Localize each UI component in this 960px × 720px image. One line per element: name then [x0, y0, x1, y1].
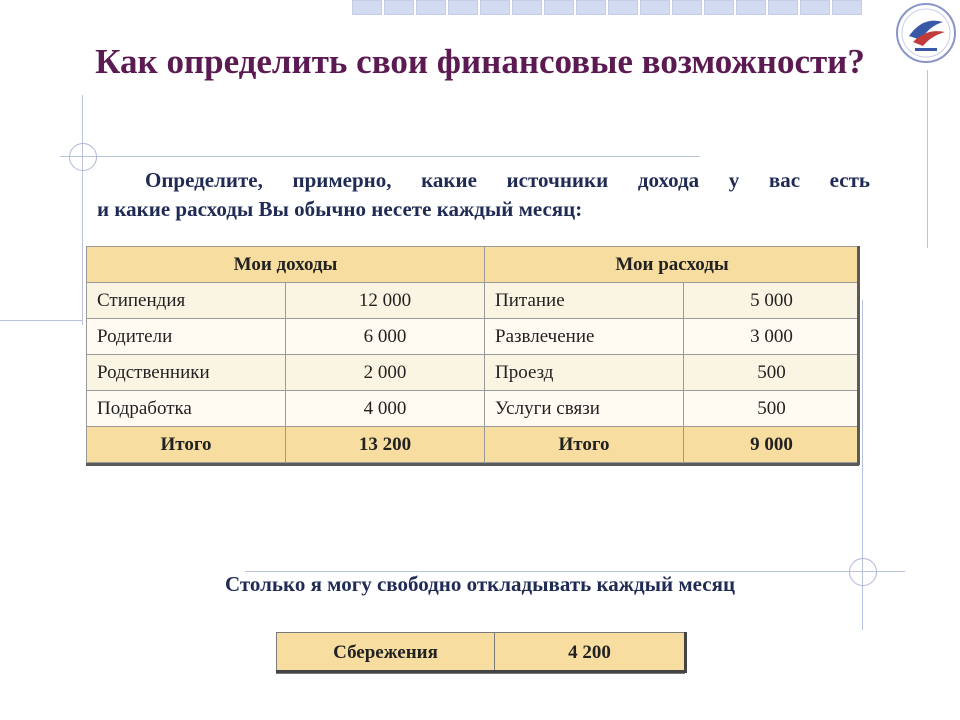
expense-value: 3 000: [684, 319, 860, 355]
decor-line: [60, 156, 700, 157]
income-item: Родители: [87, 319, 286, 355]
expense-total-label: Итого: [485, 427, 684, 463]
intro-line-1: Определите, примерно, какие источники дохода у вас есть: [145, 168, 870, 192]
income-total-value: 13 200: [286, 427, 485, 463]
table-row: [87, 283, 860, 319]
top-tile-strip: [352, 0, 864, 18]
expense-header: Мои расходы: [485, 247, 860, 283]
expense-item: Проезд: [485, 355, 684, 391]
table-row: [87, 355, 860, 391]
savings-shadow: [684, 632, 687, 673]
decor-line: [82, 95, 83, 325]
expense-total-value: 9 000: [684, 427, 860, 463]
intro-text: [97, 166, 870, 224]
income-item: Родственники: [87, 355, 286, 391]
income-value: 6 000: [286, 319, 485, 355]
income-item: Стипендия: [87, 283, 286, 319]
decor-line: [927, 70, 928, 248]
table-row: [87, 391, 860, 427]
income-value: 4 000: [286, 391, 485, 427]
table-shadow: [857, 246, 860, 465]
income-value: 2 000: [286, 355, 485, 391]
income-item: Подработка: [87, 391, 286, 427]
decor-circle: [69, 143, 97, 171]
expense-item: Питание: [485, 283, 684, 319]
expense-value: 500: [684, 391, 860, 427]
expense-value: 5 000: [684, 283, 860, 319]
savings-value: 4 200: [495, 633, 685, 674]
table-row: [87, 319, 860, 355]
savings-label: Сбережения: [277, 633, 495, 674]
savings-caption: Столько я могу свободно откладывать каждый месяц: [224, 572, 736, 596]
decor-line: [0, 320, 82, 321]
income-value: 12 000: [286, 283, 485, 319]
expense-item: Услуги связи: [485, 391, 684, 427]
table-header-row: [87, 247, 860, 283]
income-expense-table: [86, 246, 860, 463]
savings-table: [276, 632, 685, 674]
table-total-row: [87, 427, 860, 463]
savings-shadow: [276, 670, 686, 673]
intro-line-2: и какие расходы Вы обычно несете каждый месяц:: [97, 197, 583, 221]
page-title: Как определить свои финансовые возможности?: [95, 42, 865, 81]
income-total-label: Итого: [87, 427, 286, 463]
income-header: Мои доходы: [87, 247, 485, 283]
table-shadow: [86, 463, 859, 466]
expense-value: 500: [684, 355, 860, 391]
savings-row: [277, 633, 685, 674]
expense-item: Развлечение: [485, 319, 684, 355]
